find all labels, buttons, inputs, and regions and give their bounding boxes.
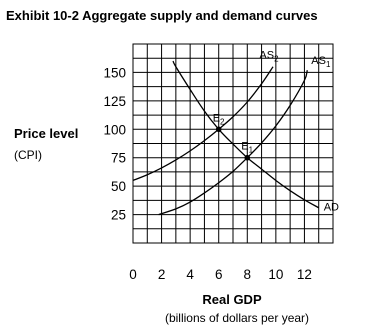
y-axis-subtitle: (CPI) [14, 148, 42, 162]
y-axis-title: Price level [14, 126, 79, 141]
equilibrium-label-e1: $E_1$ [241, 140, 254, 155]
curve-as2 [133, 67, 273, 181]
x-tick-label: 0 [129, 267, 137, 282]
chart-title: Exhibit 10-2 Aggregate supply and demand curves [6, 8, 318, 23]
x-tick-label: 10 [268, 267, 284, 282]
equilibrium-label-e2: $E_2$ [212, 112, 225, 127]
x-axis-subtitle: (billions of dollars per year) [164, 311, 310, 325]
x-tick-label: 6 [214, 267, 223, 282]
x-tick-label: 2 [157, 267, 166, 282]
tick-labels [103, 65, 311, 282]
curves [133, 61, 319, 215]
x-axis-title: Real GDP [202, 292, 262, 307]
y-tick-label: 25 [110, 207, 126, 223]
curve-label-as1: $AS_1$ [311, 55, 331, 70]
curve-label-ad: AD [323, 201, 339, 214]
equilibrium-point-e1 [244, 155, 250, 161]
y-tick-label: 75 [110, 150, 126, 166]
curve-label-as2: $AS_2$ [259, 49, 279, 64]
y-tick-label: 125 [103, 93, 126, 109]
y-tick-label: 150 [103, 65, 126, 81]
x-tick-label: 8 [243, 267, 252, 282]
y-tick-label: 50 [110, 179, 126, 195]
y-tick-label: 100 [103, 122, 126, 138]
x-tick-label: 4 [186, 267, 194, 282]
x-tick-label: 12 [296, 267, 312, 282]
equilibrium-point-e2 [216, 126, 222, 132]
